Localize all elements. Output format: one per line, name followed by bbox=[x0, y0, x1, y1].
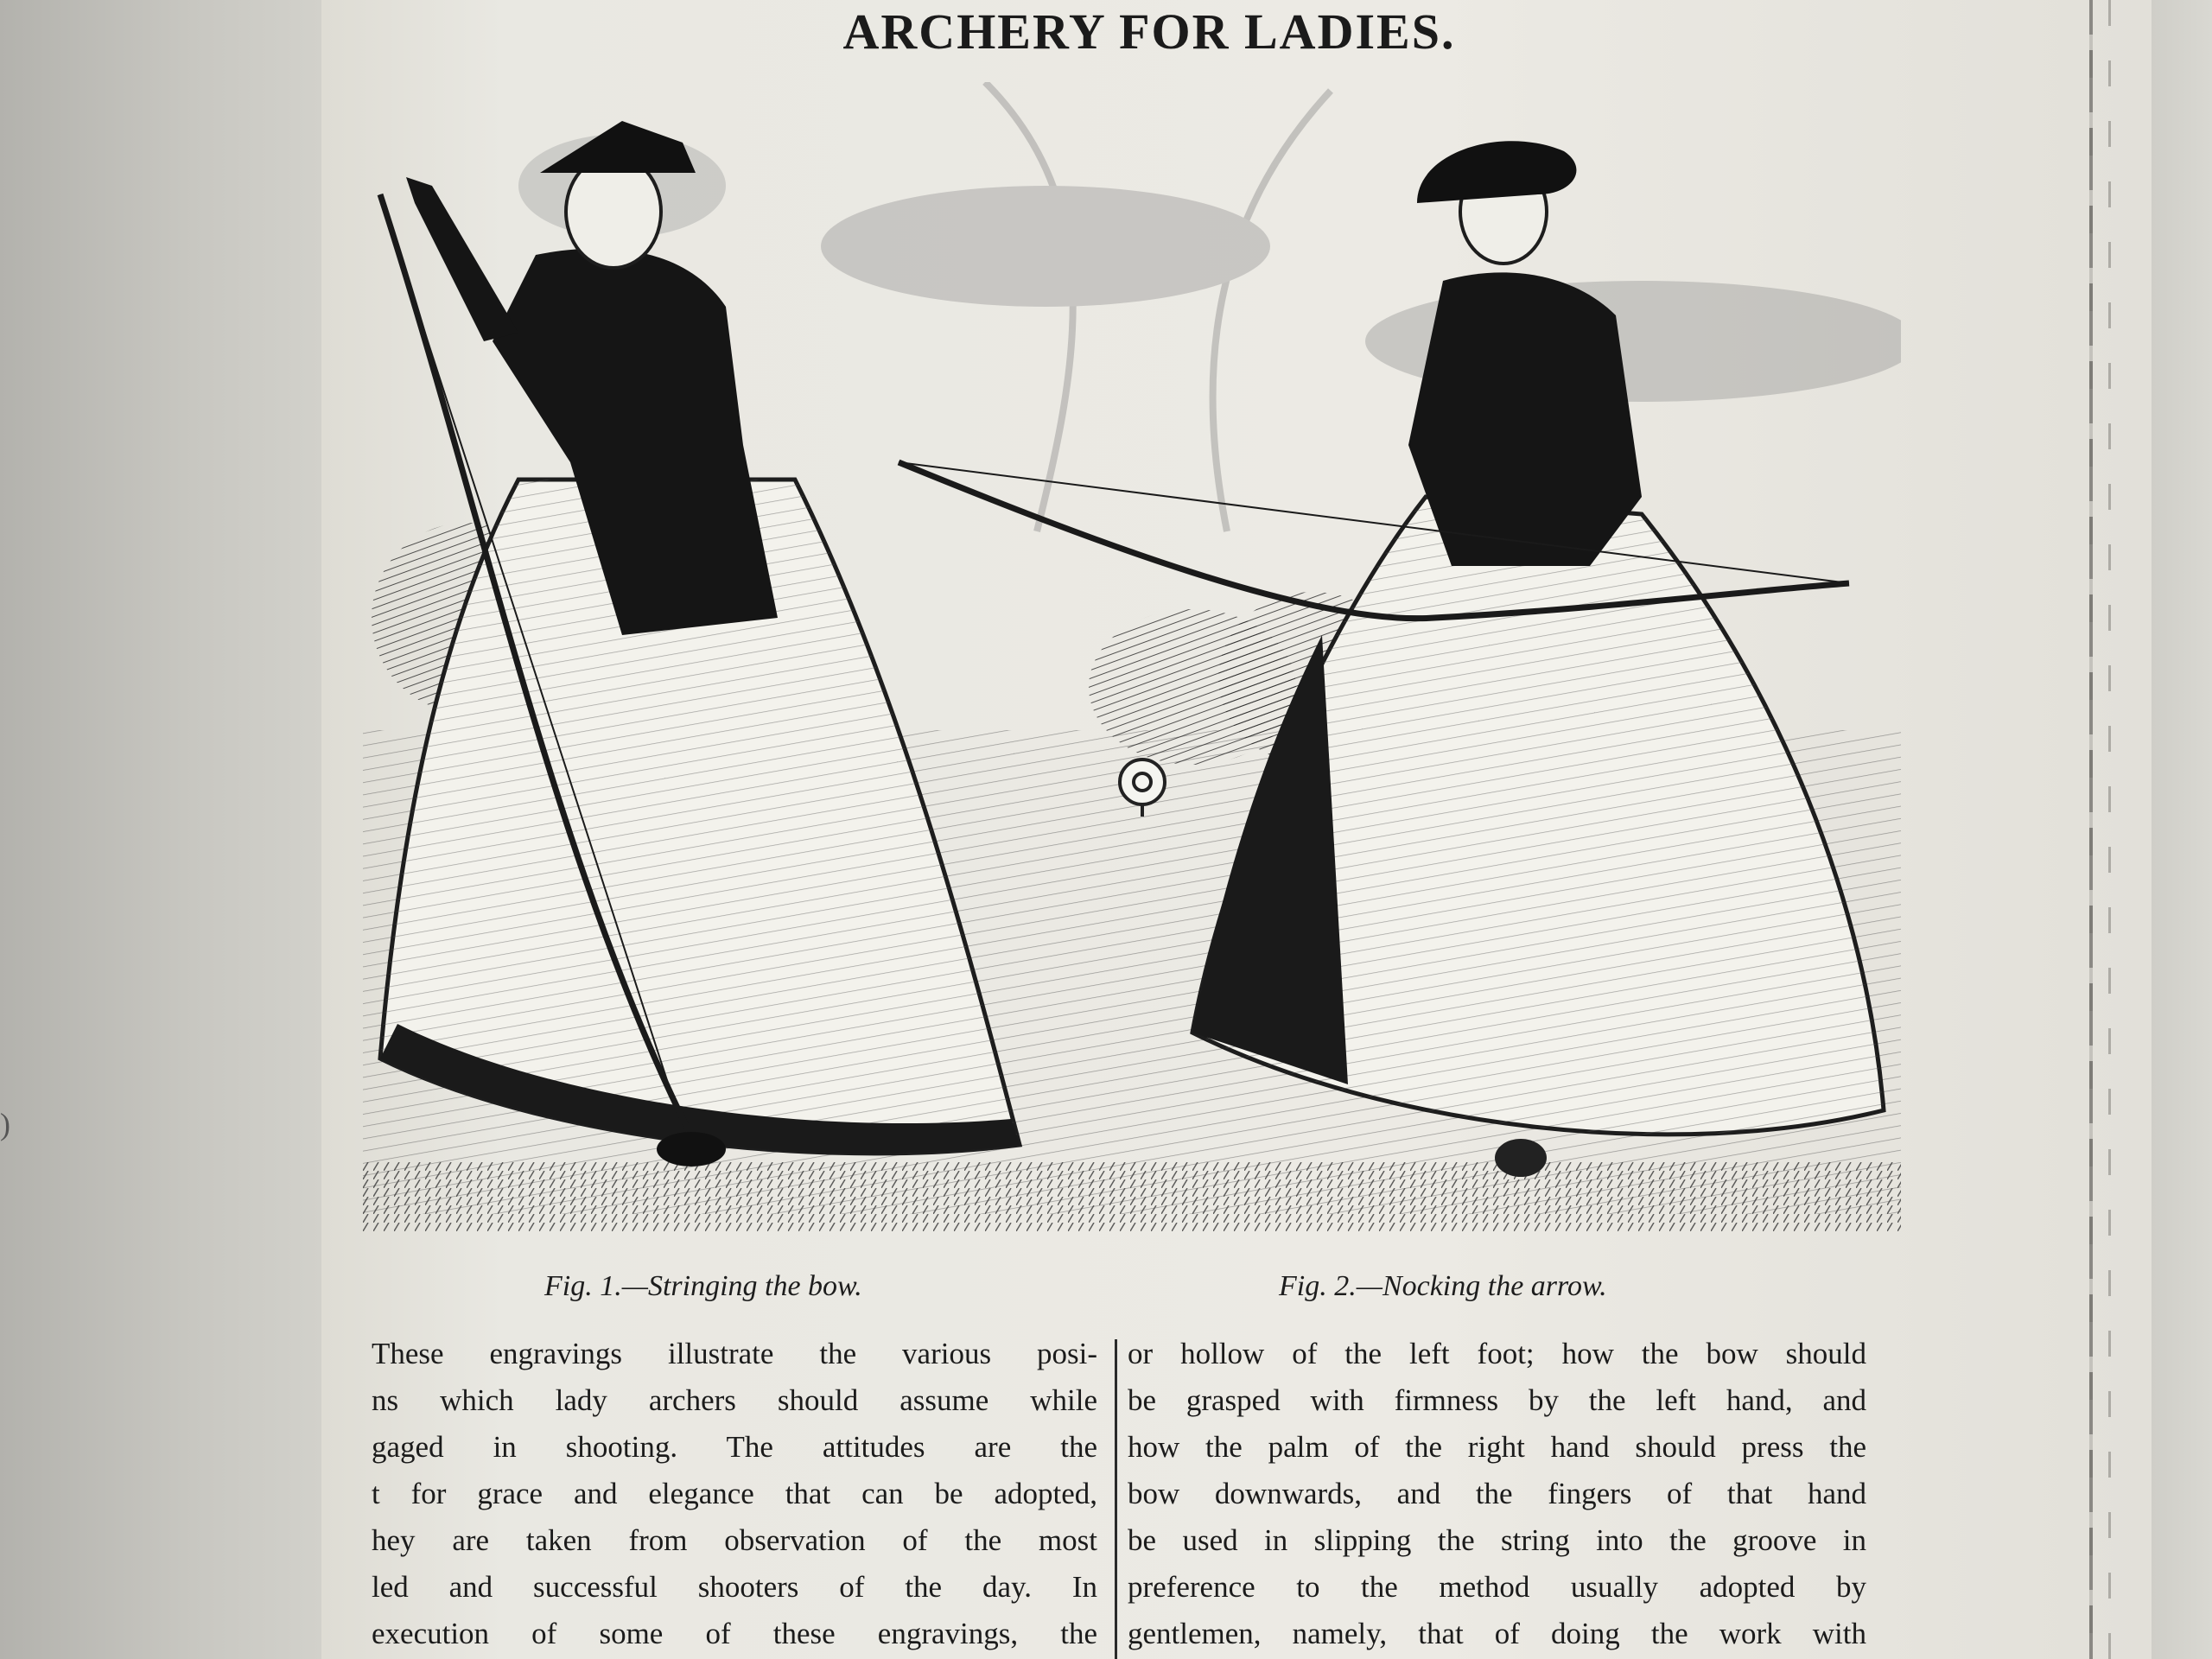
text-line: execution of some of these engravings, the bbox=[372, 1617, 1097, 1650]
stray-mark: ) bbox=[0, 1107, 10, 1141]
figure-2-caption: Fig. 2.—Nocking the arrow. bbox=[1279, 1270, 1607, 1302]
text-line: led and successful shooters of the day. In bbox=[372, 1570, 1097, 1604]
text-line: be grasped with firmness by the left hand, and bbox=[1128, 1383, 1866, 1417]
text-line: ns which lady archers should assume while bbox=[372, 1383, 1097, 1417]
figure-1-caption: Fig. 1.—Stringing the bow. bbox=[544, 1270, 862, 1302]
text-line: gentlemen, namely, that of doing the work with bbox=[1128, 1617, 1866, 1650]
text-line: how the palm of the right hand should press the bbox=[1128, 1430, 1866, 1464]
page-binding-edge bbox=[2089, 0, 2093, 1659]
page-title: ARCHERY FOR LADIES. bbox=[842, 3, 1456, 60]
archers-engraving-illustration bbox=[363, 82, 1901, 1257]
text-line: gaged in shooting. The attitudes are the bbox=[372, 1430, 1097, 1464]
text-line: t for grace and elegance that can be adopted, bbox=[372, 1477, 1097, 1510]
text-line: preference to the method usually adopted by bbox=[1128, 1570, 1866, 1604]
text-line: These engravings illustrate the various posi- bbox=[372, 1337, 1097, 1370]
text-column-left bbox=[372, 1331, 1097, 1657]
text-line: be used in slipping the string into the groove in bbox=[1128, 1523, 1866, 1557]
screen-background-left bbox=[0, 0, 321, 1659]
text-line: hey are taken from observation of the most bbox=[372, 1523, 1097, 1557]
column-divider bbox=[1115, 1339, 1117, 1659]
text-line: bow downwards, and the fingers of that hand bbox=[1128, 1477, 1866, 1510]
screen-background-right bbox=[2152, 0, 2212, 1659]
text-line: or hollow of the left foot; how the bow should bbox=[1128, 1337, 1866, 1370]
page-binding-edge-shadow bbox=[2108, 0, 2111, 1659]
text-column-right bbox=[1128, 1331, 1866, 1657]
